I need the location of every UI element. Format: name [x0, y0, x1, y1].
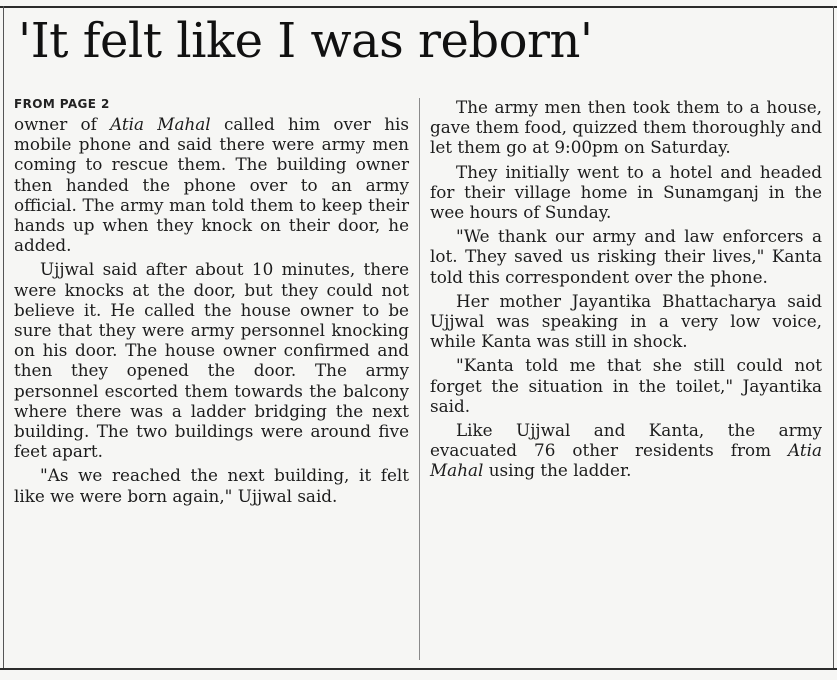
left-paragraph-1-italic: Atia Mahal	[110, 114, 211, 134]
right-paragraph-2: They initially went to a hotel and headed for their village home in Sunamganj in the wee hours of Sunday.	[430, 161, 822, 223]
left-paragraph-1	[14, 114, 409, 255]
left-border-rule	[3, 6, 4, 668]
right-paragraph-5: "Kanta told me that she still could not forget the situation in the toilet," Jayantika said.	[430, 355, 822, 416]
left-paragraph-3: "As we reached the next building, it felt like we were born again," Ujjwal said.	[14, 465, 409, 506]
left-column	[14, 97, 409, 506]
right-paragraph-6	[430, 420, 822, 481]
right-paragraph-6-text-a: Like Ujjwal and Kanta, the army evacuated 76 other residents from	[430, 420, 822, 461]
right-border-rule	[833, 6, 834, 668]
bottom-border-rule	[0, 668, 837, 670]
right-paragraph-6-italic: Atia Mahal	[430, 440, 822, 481]
right-paragraph-1: The army men then took them to a house, gave them food, quizzed them thoroughly and let them go at 9:00pm on Saturday.	[430, 97, 822, 158]
continuation-kicker: FROM PAGE 2	[14, 97, 110, 111]
right-paragraph-6-text-b: using the ladder.	[483, 460, 632, 481]
left-paragraph-2: Ujjwal said after about 10 minutes, there were knocks at the door, but they could not believe it. He called the house owner to be sure that they were army personnel knocking on his door. The house owner confirmed and then they opened the door. The army personnel escorted them towards the balcony where there was a ladder bridging the next building. The two buildings were around five feet apart.	[14, 259, 409, 462]
right-paragraph-4: Her mother Jayantika Bhattacharya said Ujjwal was speaking in a very low voice, while Kanta was still in shock.	[430, 290, 822, 352]
left-paragraph-1-text-a: owner of	[14, 114, 111, 134]
headline: 'It felt like I was reborn'	[18, 13, 593, 69]
right-column	[430, 97, 822, 481]
right-paragraph-3: "We thank our army and law enforcers a lot. They saved us risking their lives," Kanta told this correspondent over the phone.	[430, 226, 822, 287]
column-divider	[419, 98, 420, 660]
left-paragraph-1-text-b: called him over his mobile phone and said there were army men coming to rescue them. The building owner then handed the phone over to an army official. The army man told them to keep their hands up when they knock on their door, he added.	[14, 114, 409, 256]
top-border-rule	[0, 6, 837, 8]
